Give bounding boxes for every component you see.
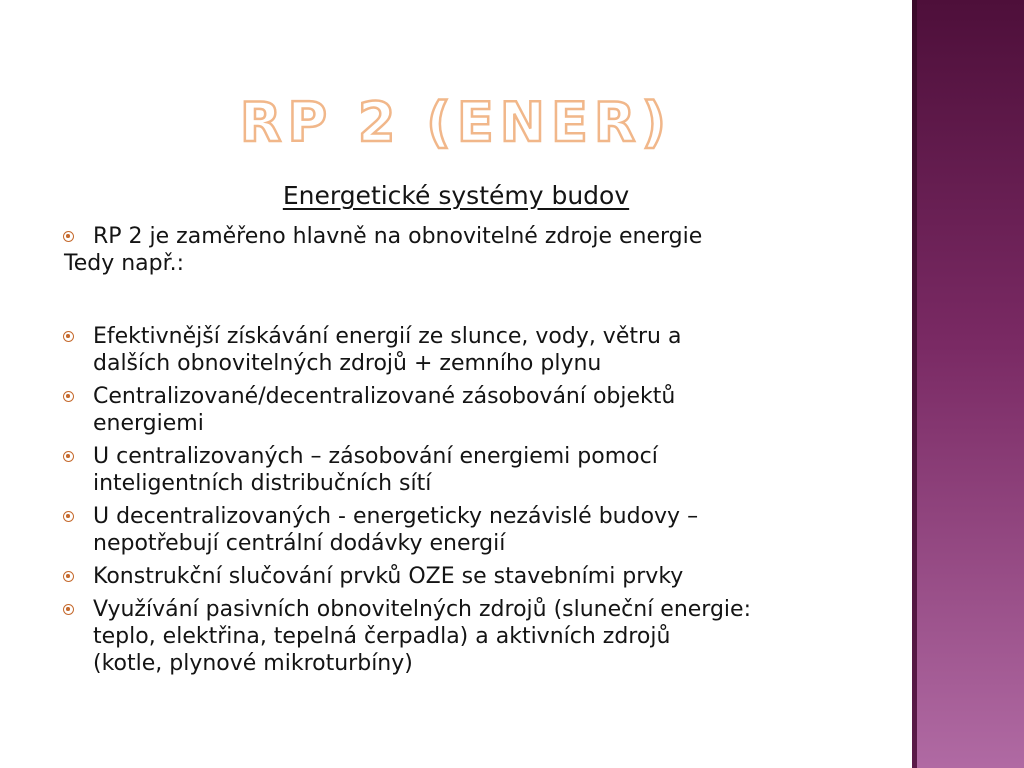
slide-content xyxy=(60,223,890,677)
bullet-item xyxy=(60,443,890,497)
bullet-icon xyxy=(63,391,74,402)
bullet-item xyxy=(60,223,890,250)
plain-text-line xyxy=(60,250,890,277)
bullet-icon xyxy=(63,331,74,342)
bullet-item xyxy=(60,383,890,437)
bullet-text-line: U decentralizovaných - energeticky nezávislé budovy – xyxy=(93,504,699,529)
bullet-text-line: Využívání pasivních obnovitelných zdrojů (sluneční energie: xyxy=(93,597,751,622)
bullet-text: RP 2 je zaměřeno hlavně na obnovitelné zdroje energie xyxy=(93,224,703,249)
plain-text: Tedy např.: xyxy=(64,251,185,276)
bullet-text-line: Centralizované/decentralizované zásobování objektů xyxy=(93,384,676,409)
slide-title: RP 2 (ENER) xyxy=(239,91,673,154)
bullet-text-line: inteligentních distribučních sítí xyxy=(93,471,432,496)
decorative-side-band xyxy=(912,0,1024,768)
bullet-item xyxy=(60,563,890,590)
bullet-icon xyxy=(63,571,74,582)
bullet-text-line: nepotřebují centrální dodávky energií xyxy=(93,531,506,556)
bullet-icon xyxy=(63,511,74,522)
bullet-item xyxy=(60,596,890,677)
bullet-text-line: Efektivnější získávání energií ze slunce, vody, větru a xyxy=(93,324,682,349)
bullet-text-line: dalších obnovitelných zdrojů + zemního plynu xyxy=(93,351,602,376)
slide-subtitle: Energetické systémy budov xyxy=(282,181,630,210)
bullet-text-line: Konstrukční slučování prvků OZE se stavebními prvky xyxy=(93,564,684,589)
bullet-item xyxy=(60,503,890,557)
bullet-text-line: energiemi xyxy=(93,411,204,436)
bullet-text-line: (kotle, plynové mikroturbíny) xyxy=(93,651,413,676)
bullet-icon xyxy=(63,231,74,242)
bullet-icon xyxy=(63,604,74,615)
bullet-item xyxy=(60,323,890,377)
bullet-text-line: U centralizovaných – zásobování energiemi pomocí xyxy=(93,444,658,469)
bullet-icon xyxy=(63,451,74,462)
bullet-text-line: teplo, elektřina, tepelná čerpadla) a aktivních zdrojů xyxy=(93,624,671,649)
